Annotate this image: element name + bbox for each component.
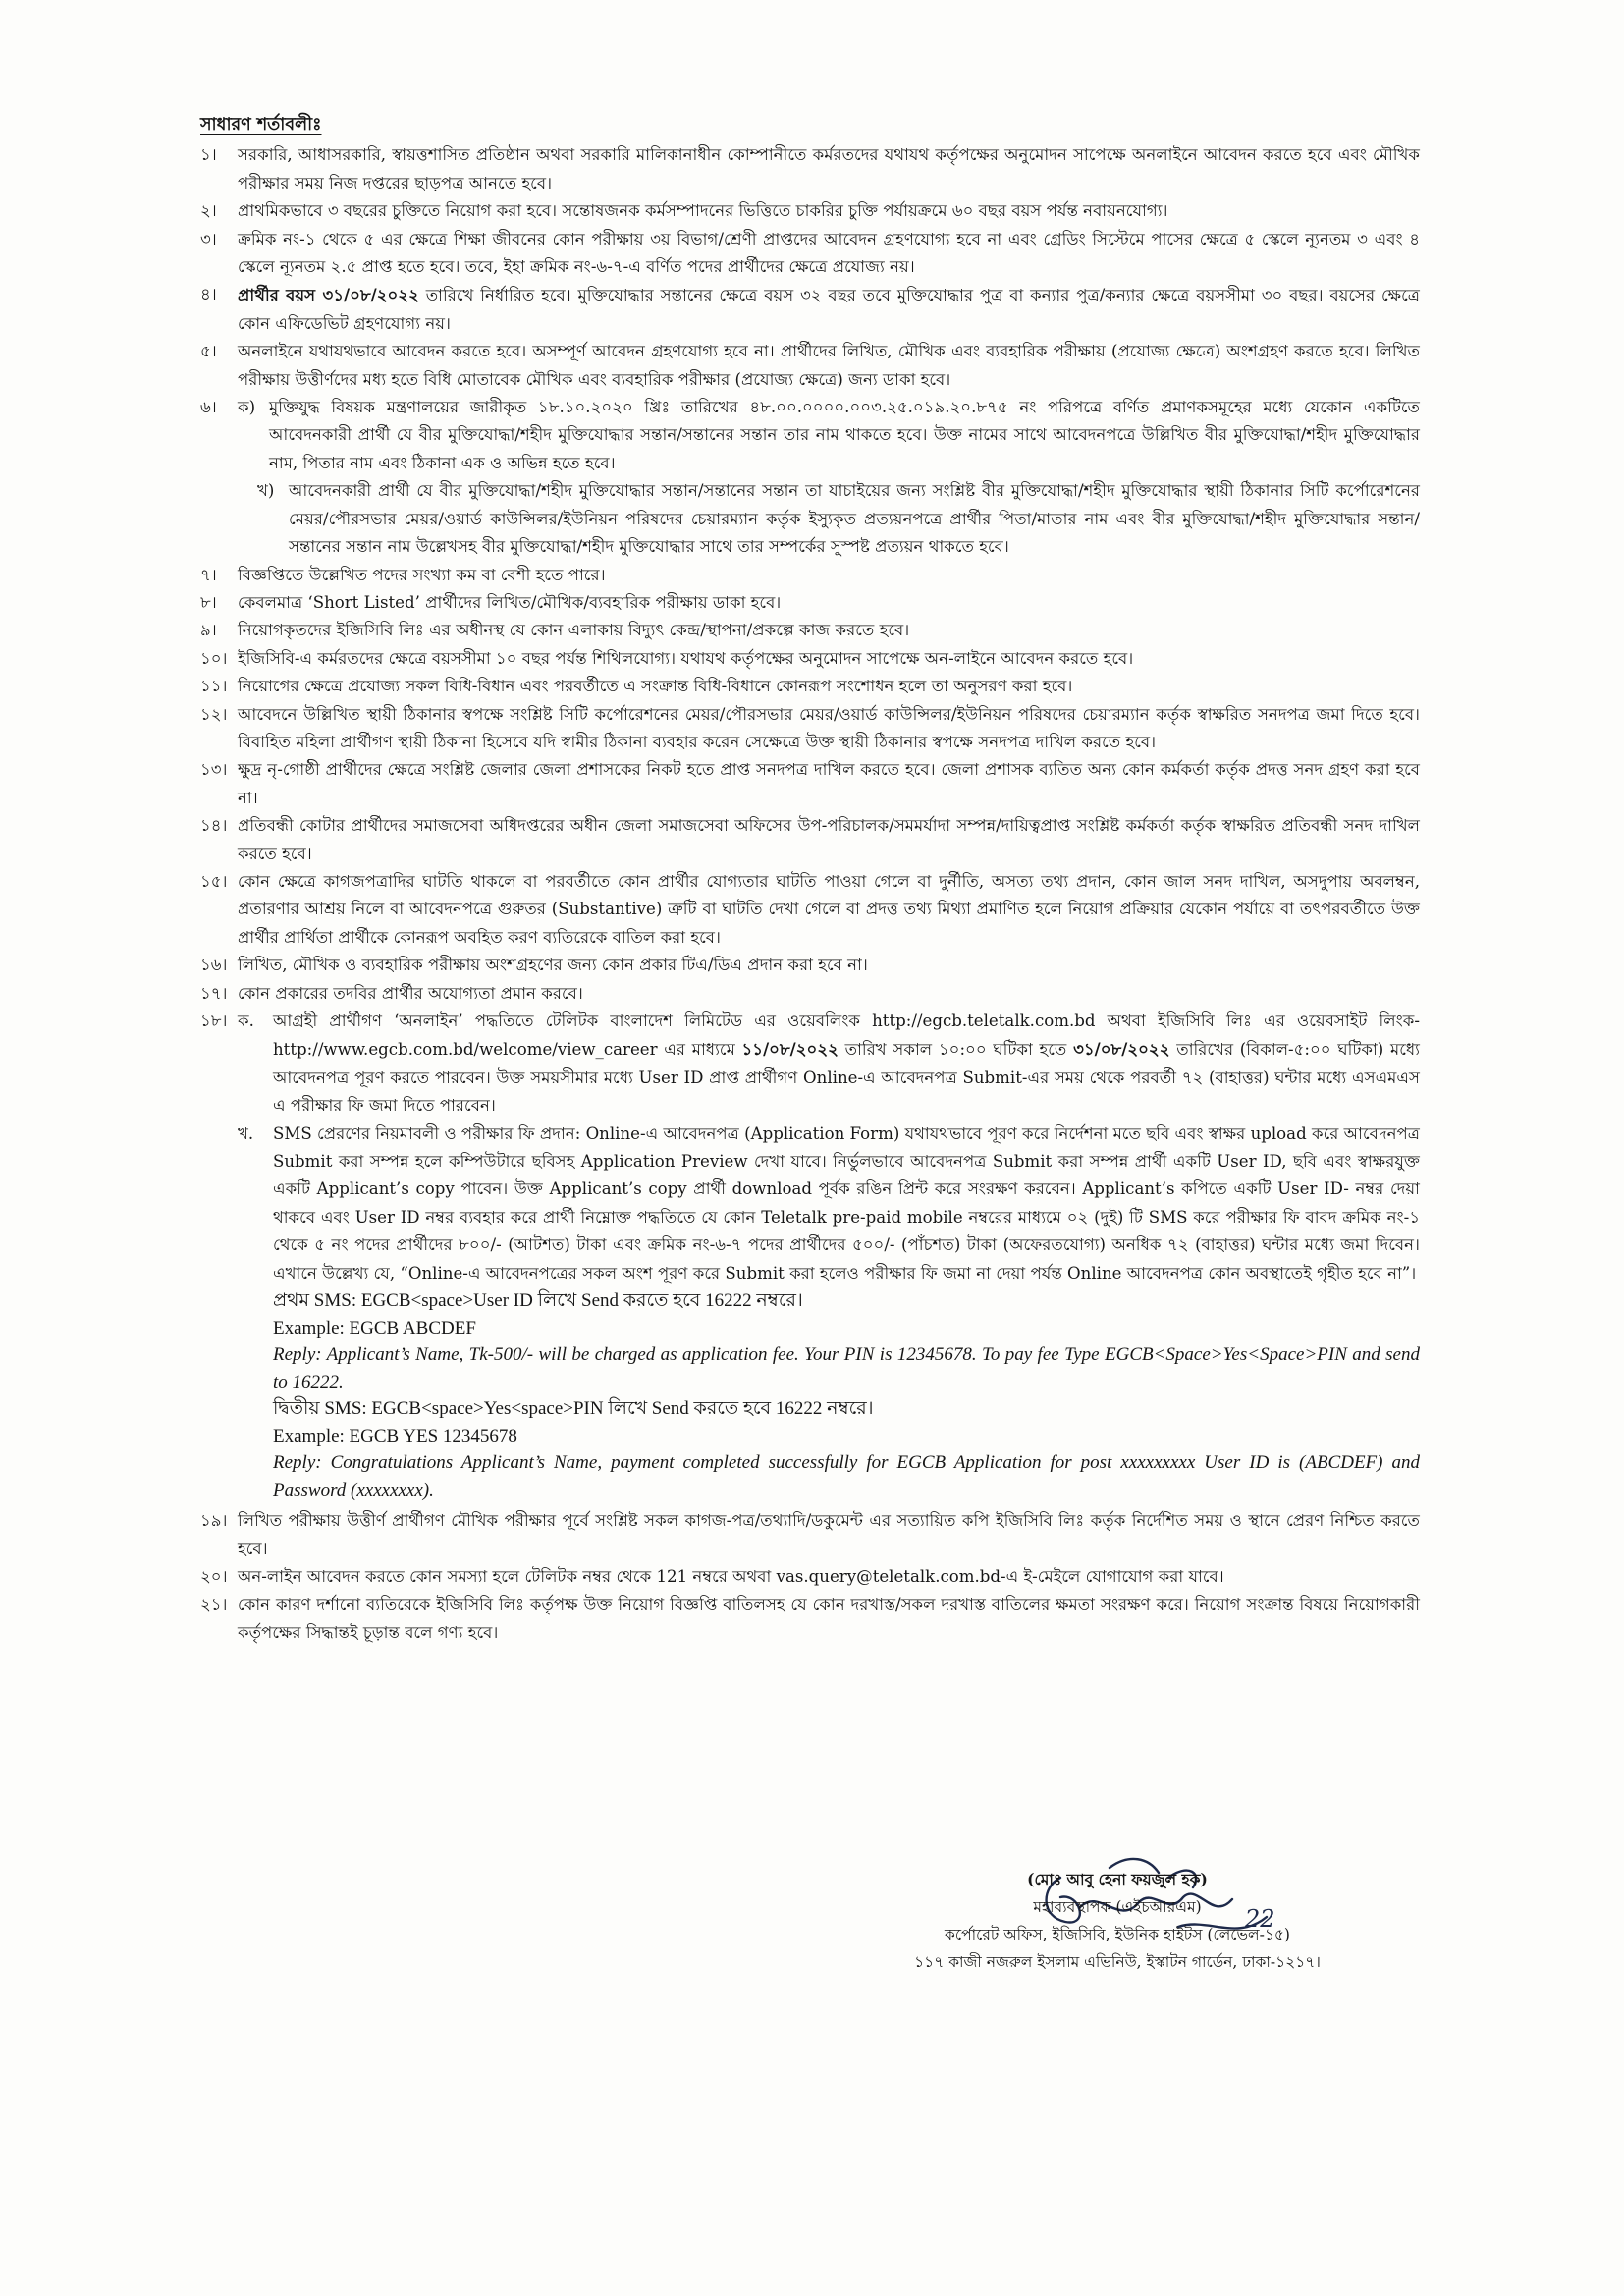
sms-first: প্রথম SMS: EGCB<space>User ID লিখে Send করতে হবে 16222 নম্বরে। [273, 1290, 803, 1312]
sub-label: ক. [238, 1011, 254, 1030]
term-number: ১৯। [200, 1511, 228, 1531]
term-number: ৮। [200, 592, 217, 612]
term-item [200, 868, 1420, 952]
term-number: ১১। [200, 677, 228, 696]
term-text [238, 281, 1420, 338]
term-number: ১৫। [200, 871, 228, 891]
term-text: বিজ্ঞপ্তিতে উল্লেখিত পদের সংখ্যা কম বা বেশী হতে পারে। [238, 565, 606, 584]
term-number: ৭। [200, 565, 217, 584]
signatory-designation: মহাব্যবস্থাপক (এইচআরএম) [1033, 1898, 1202, 1916]
term-text: কেবলমাত্র ‘Short Listed’ প্রার্থীদের লিখিত/মৌখিক/ব্যবহারিক পরীক্ষায় ডাকা হবে। [238, 592, 782, 612]
sub-text [273, 1008, 1420, 1121]
term-item [200, 281, 1420, 338]
term-text: নিয়োগকৃতদের ইজিসিবি লিঃ এর অধীনস্থ যে কোন এলাকায় বিদ্যুৎ কেন্দ্র/স্থাপনা/প্রকল্পে কাজ করতে হবে। [238, 621, 910, 640]
term-text: কোন প্রকারের তদবির প্রার্থীর অযোগ্যতা প্রমান করবে। [238, 983, 583, 1003]
term-text: লিখিত, মৌখিক ও ব্যবহারিক পরীক্ষায় অংশগ্রহণের জন্য কোন প্রকার টিএ/ডিএ প্রদান করা হবে না। [238, 956, 868, 975]
term-number: ১৬। [200, 956, 228, 975]
term-number: ১৪। [200, 816, 228, 836]
term-item [200, 141, 1420, 197]
sms-instructions [273, 1287, 1420, 1503]
end-date-bold: ৩১/০৮/২০২২ [1073, 1039, 1170, 1060]
term-item [200, 756, 1420, 812]
sub-label: খ. [238, 1123, 254, 1143]
term-number: ২১। [200, 1595, 228, 1614]
term-text: লিখিত পরীক্ষায় উত্তীর্ণ প্রার্থীগণ মৌখিক পরীক্ষার পূর্বে সংশ্লিষ্ট সকল কাগজ-পত্র/তথ্যাদি/ডকুমেন্ট এর সত্যায়িত কপি ইজিসিবি লিঃ কর্তৃক নির্দেশিত সময় ও স্থানে প্রেরণ নিশ্চিত করতে হবে। [238, 1511, 1420, 1558]
ka-text-part: আগ্রহী প্রার্থীগণ ‘অনলাইন’ পদ্ধতিতে টেলিটক বাংলাদেশ লিমিটেড এর ওয়েবলিংক http://egcb.teletalk.com.bd অথবা ইজিসিবি লিঃ এর ওয়েবসাইট লিংক-http://www.egcb.com.bd/welcome/view_career এর মাধ্যমে [273, 1011, 1420, 1060]
term-text: নিয়োগের ক্ষেত্রে প্রযোজ্য সকল বিধি-বিধান এবং পরবর্তীতে এ সংক্রান্ত বিধি-বিধানে কোনরূপ সংশোধন হলে তা অনুসরণ করা হবে। [238, 677, 1073, 696]
term-number: ১২। [200, 704, 228, 724]
term-18-body [238, 1008, 1420, 1503]
term-number: ৪। [200, 285, 217, 304]
term-text: কোন ক্ষেত্রে কাগজপত্রাদির ঘাটতি থাকলে বা পরবর্তীতে কোন প্রার্থীর যোগ্যতার ঘাটতি পাওয়া গেলে বা দুর্নীতি, অসত্য তথ্য প্রদান, কোন জাল সনদ দাখিল, অসদুপায় অবলম্বন, প্রতারণার আশ্রয় নিলে বা আবেদনপত্রে গুরুতর (Substantive) ত্রুটি বা ঘাটতি দেখা গেলে বা প্রদত্ত তথ্য মিথ্যা প্রমাণিত হলে নিয়োগ প্রক্রিয়ার যেকোন পর্যায়ে বা তৎপরবর্তীতে উক্ত প্রার্থীর প্রার্থিতা প্রার্থীকে কোনরূপ অবহিত করণ ব্যতিরেকে বাতিল করা হবে। [238, 871, 1420, 947]
term-item [200, 1563, 1420, 1591]
signatory-office: কর্পোরেট অফিস, ইজিসিবি, ইউনিক হাইটস (লেভেল-১৫) [945, 1926, 1290, 1943]
term-item [200, 645, 1420, 673]
term-item [200, 589, 1420, 617]
signatory-address: ১১৭ কাজী নজরুল ইসলাম এভিনিউ, ইস্কাটন গার্ডেন, ঢাকা-১২১৭। [914, 1953, 1321, 1971]
sms-reply-1: Reply: Applicant’s Name, Tk-500/- will be charged as application fee. Your PIN is 12345678. To pay fee Type EGCB<Space>Yes<Space>PIN and send to 16222. [273, 1344, 1420, 1393]
sub-text: SMS প্রেরণের নিয়মাবলী ও পরীক্ষার ফি প্রদান: Online-এ আবেদনপত্র (Application Form) যথাযথভাবে পূরণ করে নির্দেশনা মতে ছবি এবং স্বাক্ষর upload করে আবেদনপত্র Submit করা সম্পন্ন হলে কম্পিউটারে ছবিসহ Application Preview দেখা যাবে। নির্ভুলভাবে আবেদনপত্র Submit করা সম্পন্ন প্রার্থী একটি User ID, ছবি এবং স্বাক্ষরযুক্ত একটি Applicant’s copy পাবেন। উক্ত Applicant’s copy প্রার্থী download পূর্বক রঙিন প্রিন্ট করে সংরক্ষণ করবেন। Applicant’s কপিতে একটি User ID- নম্বর দেয়া থাকবে এবং User ID নম্বর ব্যবহার করে প্রার্থী নিম্নোক্ত পদ্ধতিতে যে কোন Teletalk pre-paid mobile নম্বরের মাধ্যমে ০২ (দুই) টি SMS করে পরীক্ষার ফি বাবদ ক্রমিক নং-১ থেকে ৫ নং পদের প্রার্থীদের ৮০০/- (আটশত) টাকা এবং ক্রমিক নং-৬-৭ পদের প্রার্থীদের ৫০০/- (পাঁচশত) টাকা (অফেরতযোগ্য) অনধিক ৭২ (বাহাত্তর) ঘন্টার মধ্যে জমা দিবেন। এখানে উল্লেখ্য যে, “Online-এ আবেদনপত্রের সকল অংশ পূরণ করে Submit করা হলেও পরীক্ষার ফি জমা না দেয়া পর্যন্ত Online আবেদনপত্র কোন অবস্থাতেই গৃহীত হবে না”। [273, 1123, 1420, 1283]
terms-list-1 [200, 141, 1420, 394]
term-number: ১০। [200, 648, 228, 668]
term-item [200, 617, 1420, 644]
term-text: অনলাইনে যথাযথভাবে আবেদন করতে হবে। অসম্পূর্ণ আবেদন গ্রহণযোগ্য হবে না। প্রার্থীদের লিখিত, মৌখিক এবং ব্যবহারিক পরীক্ষায় (প্রযোজ্য ক্ষেত্রে) অংশগ্রহণ করতে হবে। লিখিত পরীক্ষায় উত্তীর্ণদের মধ্য হতে বিধি মোতাবেক মৌখিক এবং ব্যবহারিক পরীক্ষার (প্রযোজ্য ক্ষেত্রে) জন্য ডাকা হবে। [238, 342, 1420, 389]
age-cutoff-bold: প্রার্থীর বয়স ৩১/০৮/২০২২ [238, 285, 419, 305]
term-item [200, 673, 1420, 700]
terms-section [200, 111, 1420, 1647]
sub-label: ক) [238, 398, 256, 417]
term-text: প্রাথমিকভাবে ৩ বছরের চুক্তিতে নিয়োগ করা হবে। সন্তোষজনক কর্মসম্পাদনের ভিত্তিতে চাকরির চুক্তি পর্যায়ক্রমে ৬০ বছর বয়স পর্যন্ত নবায়নযোগ্য। [238, 201, 1168, 221]
term-number: ১। [200, 145, 217, 165]
term-item [200, 338, 1420, 394]
term-item [200, 226, 1420, 282]
term-18-kha [238, 1121, 1420, 1287]
term-text: ক্ষুদ্র নৃ-গোষ্ঠী প্রার্থীদের ক্ষেত্রে সংশ্লিষ্ট জেলার জেলা প্রশাসকের নিকট হতে প্রাপ্ত সনদপত্র দাখিল করতে হবে। জেলা প্রশাসক ব্যতিত অন্য কোন কর্মকর্তা কর্তৃক প্রদত্ত সনদ গ্রহণ করা হবে না। [238, 760, 1420, 807]
term-number: ২০। [200, 1566, 228, 1586]
term-text: অন-লাইন আবেদন করতে কোন সমস্যা হলে টেলিটক নম্বর থেকে 121 নম্বরে অথবা vas.query@teletalk.com.bd-এ ই-মেইলে যোগাযোগ করা যাবে। [238, 1566, 1224, 1586]
term-text: আবেদনে উল্লিখিত স্থায়ী ঠিকানার স্বপক্ষে সংশ্লিষ্ট সিটি কর্পোরেশনের মেয়র/পৌরসভার মেয়র/ওয়ার্ড কাউন্সিলর/ইউনিয়ন পরিষদের চেয়ারম্যান কর্তৃক স্বাক্ষরিত সনদপত্র জমা দিতে হবে। বিবাহিত মহিলা প্রার্থীগণ স্থায়ী ঠিকানা হিসেবে যদি স্বামীর ঠিকানা ব্যবহার করেন সেক্ষেত্রে উক্ত স্থায়ী ঠিকানার স্বপক্ষে সনদপত্র দাখিল করতে হবে। [238, 704, 1420, 751]
term-item [200, 197, 1420, 225]
signature-date-scribble: 22 [1245, 1905, 1275, 1933]
term-item [200, 952, 1420, 979]
term-number: ১৮। [200, 1011, 228, 1030]
section-heading: সাধারণ শর্তাবলীঃ [200, 115, 322, 135]
term-item [200, 812, 1420, 868]
term-text-rest: তারিখে নির্ধারিত হবে। মুক্তিযোদ্ধার সন্তানের ক্ষেত্রে বয়স ৩২ বছর তবে মুক্তিযোদ্ধার পুত্র বা কন্যার পুত্র/কন্যার ক্ষেত্রে বয়সসীমা ৩০ বছর। বয়সের ক্ষেত্রে কোন এফিডেভিট গ্রহণযোগ্য নয়। [238, 286, 1420, 333]
term-item-6 [200, 394, 1420, 561]
sms-second: দ্বিতীয় SMS: EGCB<space>Yes<space>PIN লিখে Send করতে হবে 16222 নম্বরে। [273, 1398, 874, 1420]
term-item-18 [200, 1008, 1420, 1503]
term-text: ক্রমিক নং-১ থেকে ৫ এর ক্ষেত্রে শিক্ষা জীবনের কোন পরীক্ষায় ৩য় বিভাগ/শ্রেণী প্রাপ্তদের আবেদন গ্রহণযোগ্য হবে না এবং গ্রেডিং সিস্টেমে পাসের ক্ষেত্রে ৫ স্কেলে ন্যূনতম ৩ এবং ৪ স্কেলে ন্যূনতম ২.৫ প্রাপ্ত হতে হবে। তবে, ইহা ক্রমিক নং-৬-৭-এ বর্ণিত পদের প্রার্থীদের ক্ষেত্রে প্রযোজ্য নয়। [238, 229, 1420, 277]
term-number: ১৩। [200, 760, 228, 780]
signatory-name: (মোঃ আবু হেনা ফয়জুল হক) [1027, 1870, 1208, 1888]
term-item [200, 980, 1420, 1008]
sub-text: মুক্তিযুদ্ধ বিষয়ক মন্ত্রণালয়ের জারীকৃত ১৮.১০.২০২০ খ্রিঃ তারিখের ৪৮.০০.০০০০.০০৩.২৫.০১৯.২০.৮৭৫ নং পরিপত্রে বর্ণিত প্রমাণকসমূহের মধ্যে যেকোন একটিতে আবেদনকারী প্রার্থী যে বীর মুক্তিযোদ্ধা/শহীদ মুক্তিযোদ্ধার সন্তান/সন্তানের সন্তান তার নাম থাকতে হবে। উক্ত নামের সাথে আবেদনপত্রে উল্লিখিত বীর মুক্তিযোদ্ধা/শহীদ মুক্তিযোদ্ধার নাম, পিতার নাম এবং ঠিকানা এক ও অভিন্ন হতে হবে। [269, 398, 1420, 472]
sms-example-2: Example: EGCB YES 12345678 [273, 1425, 517, 1447]
term-number: ৬। [200, 398, 217, 417]
term-text: ইজিসিবি-এ কর্মরতদের ক্ষেত্রে বয়সসীমা ১০ বছর পর্যন্ত শিথিলযোগ্য। যথাযথ কর্তৃপক্ষের অনুমোদন সাপেক্ষে অন-লাইনে আবেদন করতে হবে। [238, 648, 1134, 668]
start-date-bold: ১১/০৮/২০২২ [741, 1039, 839, 1060]
terms-list-2 [200, 562, 1420, 1009]
terms-list-3 [200, 1507, 1420, 1647]
term-text: প্রতিবন্ধী কোটার প্রার্থীদের সমাজসেবা অধিদপ্তরের অধীন জেলা সমাজসেবা অফিসের উপ-পরিচালক/সমমর্যাদা সম্পন্ন/দায়িত্বপ্রাপ্ত সংশ্লিষ্ট কর্মকর্তা কর্তৃক স্বাক্ষরিত প্রতিবন্ধী সনদ দাখিল করতে হবে। [238, 816, 1420, 863]
sms-reply-2: Reply: Congratulations Applicant’s Name, payment completed successfully for EGCB Application for post xxxxxxxxx User ID is (ABCDEF) and Password (xxxxxxxx). [273, 1452, 1420, 1501]
term-number: ২। [200, 201, 217, 221]
term-6-body [238, 394, 1420, 561]
term-18-ka [238, 1008, 1420, 1121]
term-6-b [257, 477, 1420, 561]
term-item [200, 1507, 1420, 1563]
sms-example-1: Example: EGCB ABCDEF [273, 1317, 476, 1339]
term-number: ১৭। [200, 983, 228, 1003]
ka-text-part: তারিখের (বিকাল-৫:০০ ঘটিকা) মধ্যে আবেদনপত্র পূরণ করতে পারবেন। উক্ত সময়সীমার মধ্যে User ID প্রাপ্ত প্রার্থীগণ Online-এ আবেদনপত্র Submit-এর সময় থেকে পরবর্তী ৭২ (বাহাত্তর) ঘন্টার মধ্যে এসএমএস এ পরীক্ষার ফি জমা দিতে পারবেন। [273, 1040, 1420, 1116]
sub-text: আবেদনকারী প্রার্থী যে বীর মুক্তিযোদ্ধা/শহীদ মুক্তিযোদ্ধার সন্তান/সন্তানের সন্তান তা যাচাইয়ের জন্য সংশ্লিষ্ট বীর মুক্তিযোদ্ধা/শহীদ মুক্তিযোদ্ধার স্থায়ী ঠিকানার সিটি কর্পোরেশনের মেয়র/পৌরসভার মেয়র/ওয়ার্ড কাউন্সিলর/ইউনিয়ন পরিষদের চেয়ারম্যান কর্তৃক ইস্যুকৃত প্রত্যয়নপত্রে প্রার্থীর পিতা/মাতার নাম এবং বীর মুক্তিযোদ্ধা/শহীদ মুক্তিযোদ্ধার সন্তান/সন্তানের সন্তান নাম উল্লেখসহ বীর মুক্তিযোদ্ধা/শহীদ মুক্তিযোদ্ধার সাথে তার সম্পর্কের সুস্পষ্ট প্রত্যয়ন থাকতে হবে। [289, 481, 1420, 557]
term-number: ৫। [200, 342, 217, 361]
term-item [200, 1591, 1420, 1647]
term-number: ৩। [200, 229, 217, 248]
term-text: কোন কারণ দর্শানো ব্যতিরেকে ইজিসিবি লিঃ কর্তৃপক্ষ উক্ত নিয়োগ বিজ্ঞপ্তি বাতিলসহ যে কোন দরখাস্ত/সকল দরখাস্ত বাতিলের ক্ষমতা সংরক্ষণ করে। নিয়োগ সংক্রান্ত বিষয়ে নিয়োগকারী কর্তৃপক্ষের সিদ্ধান্তই চূড়ান্ত বলে গণ্য হবে। [238, 1595, 1420, 1642]
term-number: ৯। [200, 621, 217, 640]
ka-text-part: তারিখ সকাল ১০:০০ ঘটিকা হতে [838, 1040, 1074, 1060]
term-item [200, 701, 1420, 757]
term-text: সরকারি, আধাসরকারি, স্বায়ত্তশাসিত প্রতিষ্ঠান অথবা সরকারি মালিকানাধীন কোম্পানীতে কর্মরতদের যথাযথ কর্তৃপক্ষের অনুমোদন সাপেক্ষে অনলাইনে আবেদন করতে হবে এবং মৌখিক পরীক্ষার সময় নিজ দপ্তরের ছাড়পত্র আনতে হবে। [238, 145, 1420, 192]
term-6-a [238, 394, 1420, 477]
term-item [200, 562, 1420, 589]
sub-label: খ) [257, 481, 275, 501]
signature-block [842, 1866, 1392, 1976]
